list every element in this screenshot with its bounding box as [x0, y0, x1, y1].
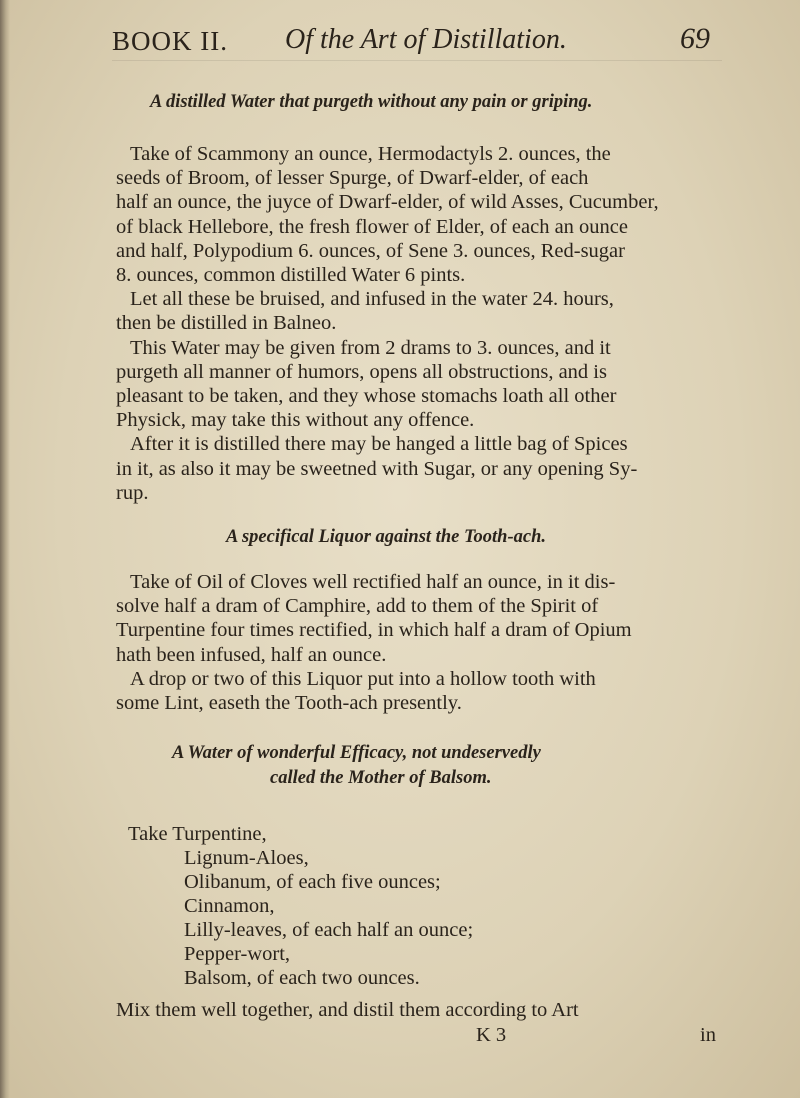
signature-mark: K 3 [476, 1024, 507, 1046]
text-line: in it, as also it may be sweetned with Sugar, or any opening Sy- [116, 457, 638, 480]
text-line: some Lint, easeth the Tooth-ach presently. [116, 692, 462, 715]
text-line: rup. [116, 481, 149, 504]
list-item: Lignum-Aloes, [184, 847, 309, 869]
text-line: Take of Scammony an ounce, Hermodactyls 2. ounces, the [130, 143, 611, 165]
list-item: Cinnamon, [184, 895, 275, 917]
text-line: seeds of Broom, of lesser Spurge, of Dwarf-elder, of each [116, 167, 589, 190]
text-line: 8. ounces, common distilled Water 6 pints. [116, 264, 466, 287]
ingredient-list [128, 822, 473, 990]
text-line: Take of Oil of Cloves well rectified half an ounce, in it dis- [130, 571, 616, 593]
section-body-toothache-liquor [116, 570, 720, 715]
section-body-purging-water [116, 142, 720, 505]
text-line: After it is distilled there may be hanged a little bag of Spices [130, 433, 628, 456]
recipe-paragraph [116, 570, 720, 667]
list-item: Lilly-leaves, of each half an ounce; [184, 919, 474, 941]
list-item: Balsom, of each two ounces. [184, 967, 420, 989]
text-line: Turpentine four times rectified, in which half a dram of Opium [116, 619, 632, 642]
text-line: pleasant to be taken, and they whose stomachs loath all other [116, 385, 617, 408]
text-line: solve half a dram of Camphire, add to them of the Spirit of [116, 595, 599, 618]
closing-line: Mix them well together, and distil them according to Art [116, 999, 579, 1021]
section-heading-toothache-liquor: A specifical Liquor against the Tooth-ach. [226, 527, 547, 547]
dosage-paragraph [116, 336, 720, 433]
catchword: in [700, 1024, 716, 1046]
text-line: hath been infused, half an ounce. [116, 643, 387, 666]
list-item: Olibanum, of each five ounces; [184, 871, 441, 893]
usage-paragraph [116, 667, 720, 715]
text-line: Let all these be bruised, and infused in the water 24. hours, [130, 288, 614, 311]
note-paragraph [116, 432, 720, 505]
text-line: This Water may be given from 2 drams to 3. ounces, and it [130, 336, 611, 359]
running-title: Of the Art of Distillation. [285, 24, 567, 55]
page-gutter-shadow [0, 0, 10, 1098]
book-label: BOOK II. [112, 26, 228, 56]
text-line: purgeth all manner of humors, opens all obstructions, and is [116, 360, 607, 383]
text-line: A drop or two of this Liquor put into a hollow tooth with [130, 667, 596, 690]
text-line: then be distilled in Balneo. [116, 312, 337, 335]
section-heading-mother-of-balsom-line2: called the Mother of Balsom. [270, 768, 492, 788]
closing-line-block [116, 998, 720, 1022]
text-line: Physick, may take this without any offence. [116, 409, 475, 432]
text-line: of black Hellebore, the fresh flower of Elder, of each an ounce [116, 215, 629, 238]
method-paragraph [116, 287, 720, 335]
list-item: Pepper-wort, [184, 943, 291, 965]
section-heading-purging-water: A distilled Water that purgeth without any pain or griping. [150, 92, 593, 112]
text-line: and half, Polypodium 6. ounces, of Sene 3. ounces, Red-sugar [116, 239, 625, 262]
recipe-paragraph [116, 142, 720, 287]
section-heading-mother-of-balsom: A Water of wonderful Efficacy, not undeservedly [172, 743, 541, 763]
text-line: half an ounce, the juyce of Dwarf-elder, of wild Asses, Cucumber, [116, 191, 659, 214]
header-rule [112, 60, 722, 61]
page-number: 69 [680, 22, 710, 55]
running-header [112, 22, 710, 62]
list-item: Take Turpentine, [128, 823, 267, 845]
